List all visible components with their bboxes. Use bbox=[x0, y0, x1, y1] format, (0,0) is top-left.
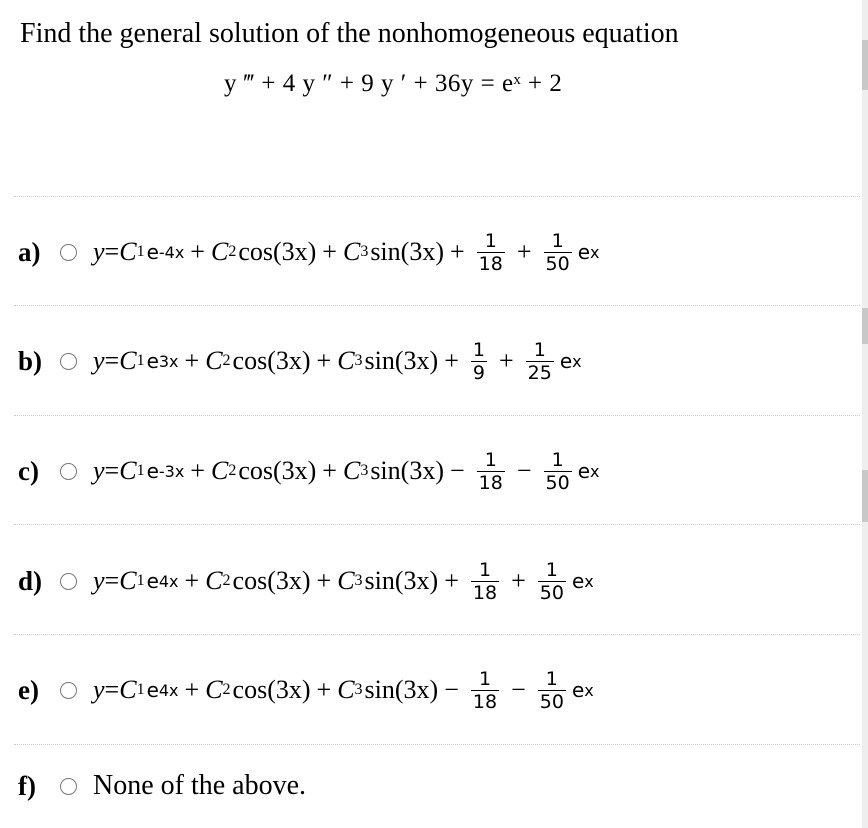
radio-button[interactable] bbox=[60, 463, 77, 480]
question-prompt: Find the general solution of the nonhomogeneous equation bbox=[20, 18, 679, 49]
fraction-denominator: 18 bbox=[472, 581, 498, 604]
math-sub: 3 bbox=[360, 243, 369, 260]
math-sign: + bbox=[449, 237, 465, 266]
fraction-denominator: 18 bbox=[478, 471, 503, 494]
math-exp: -3x bbox=[158, 461, 185, 481]
option-d[interactable] bbox=[18, 551, 594, 611]
math-e: e bbox=[571, 569, 585, 593]
math-exp: x bbox=[584, 680, 594, 700]
math-y: y bbox=[93, 566, 105, 595]
option-letter: e) bbox=[18, 674, 39, 705]
fraction-denominator: 50 bbox=[545, 471, 570, 494]
math-c: C bbox=[205, 346, 223, 375]
math-cos: cos(3x) bbox=[232, 566, 311, 595]
math-eq: = bbox=[104, 566, 120, 595]
math-plus: + bbox=[316, 675, 332, 704]
math-sub: 2 bbox=[222, 572, 231, 589]
scrollbar-thumb-low[interactable] bbox=[862, 470, 868, 522]
fraction-denominator: 9 bbox=[472, 361, 485, 384]
fraction-denominator: 25 bbox=[527, 361, 552, 384]
math-sub: 1 bbox=[136, 572, 145, 589]
math-sub: 1 bbox=[136, 243, 145, 260]
math-sign: − bbox=[516, 456, 532, 485]
math-y: y bbox=[93, 237, 105, 266]
math-sign: − bbox=[449, 456, 465, 485]
math-eq: = bbox=[104, 675, 120, 704]
fraction-numerator: 1 bbox=[484, 448, 497, 471]
fraction-denominator: 50 bbox=[539, 690, 564, 713]
math-sin: sin(3x) bbox=[370, 456, 444, 485]
math-plus: + bbox=[316, 566, 332, 595]
fraction bbox=[477, 449, 505, 494]
math-e: e bbox=[146, 459, 159, 483]
math-c: C bbox=[205, 675, 223, 704]
math-exp: 4x bbox=[158, 680, 179, 700]
divider bbox=[14, 744, 860, 745]
fraction-denominator: 50 bbox=[545, 252, 570, 275]
math-cos: cos(3x) bbox=[232, 346, 311, 375]
math-sub: 2 bbox=[228, 243, 237, 260]
fraction-numerator: 1 bbox=[478, 667, 492, 690]
math-eq: = bbox=[104, 237, 120, 266]
math-c: C bbox=[119, 456, 137, 485]
fraction-denominator: 50 bbox=[539, 581, 564, 604]
math-exp: x bbox=[584, 571, 594, 591]
option-formula bbox=[93, 449, 599, 494]
fraction bbox=[538, 668, 566, 713]
math-exp: 4x bbox=[158, 571, 179, 591]
math-sub: 1 bbox=[136, 681, 145, 698]
option-e[interactable] bbox=[18, 660, 594, 720]
math-exp: x bbox=[572, 351, 582, 371]
math-sign: − bbox=[511, 675, 526, 704]
fraction bbox=[477, 230, 505, 275]
option-formula bbox=[93, 668, 594, 713]
math-sign: − bbox=[444, 675, 459, 704]
radio-button[interactable] bbox=[60, 573, 77, 590]
option-b[interactable] bbox=[18, 331, 582, 391]
math-plus: + bbox=[184, 675, 200, 704]
math-c: C bbox=[342, 237, 361, 266]
fraction-numerator: 1 bbox=[551, 229, 564, 252]
math-plus: + bbox=[190, 237, 205, 266]
option-letter: f) bbox=[18, 770, 36, 801]
math-plus: + bbox=[322, 456, 337, 485]
math-c: C bbox=[119, 675, 137, 704]
question-equation: y ‴ + 4 y ″ + 9 y ′ + 36y = eˣ + 2 bbox=[224, 70, 563, 97]
fraction-numerator: 1 bbox=[484, 229, 497, 252]
fraction-numerator: 1 bbox=[533, 338, 546, 361]
fraction-numerator: 1 bbox=[551, 448, 564, 471]
divider bbox=[14, 415, 860, 416]
math-exp: 3x bbox=[158, 351, 179, 371]
radio-button[interactable] bbox=[60, 778, 77, 795]
divider bbox=[14, 524, 860, 525]
math-sin: sin(3x) bbox=[364, 675, 439, 704]
option-letter: c) bbox=[18, 455, 39, 486]
math-c: C bbox=[337, 675, 355, 704]
option-c[interactable] bbox=[18, 441, 599, 501]
fraction-numerator: 1 bbox=[545, 667, 558, 690]
math-y: y bbox=[93, 456, 105, 485]
fraction bbox=[544, 230, 572, 275]
option-formula bbox=[93, 230, 599, 275]
math-sin: sin(3x) bbox=[370, 237, 444, 266]
divider bbox=[14, 634, 860, 635]
math-e: e bbox=[146, 240, 159, 264]
math-eq: = bbox=[104, 346, 120, 375]
math-y: y bbox=[93, 346, 105, 375]
math-c: C bbox=[205, 566, 223, 595]
fraction-denominator: 18 bbox=[478, 252, 503, 275]
radio-button[interactable] bbox=[60, 682, 77, 699]
math-e: e bbox=[571, 678, 585, 702]
math-cos: cos(3x) bbox=[238, 456, 317, 485]
math-e: e bbox=[559, 349, 573, 373]
math-plus: + bbox=[184, 346, 200, 375]
math-c: C bbox=[210, 237, 229, 266]
option-f[interactable] bbox=[18, 756, 306, 816]
math-sub: 2 bbox=[222, 352, 231, 369]
divider bbox=[14, 196, 860, 197]
math-sign: + bbox=[511, 566, 526, 595]
option-letter: a) bbox=[18, 236, 41, 267]
math-e: e bbox=[146, 678, 159, 702]
math-sub: 1 bbox=[136, 352, 145, 369]
math-c: C bbox=[119, 237, 137, 266]
fraction bbox=[471, 668, 499, 713]
scrollbar-thumb-mid[interactable] bbox=[862, 308, 868, 344]
fraction bbox=[471, 559, 499, 604]
math-c: C bbox=[337, 566, 355, 595]
option-text: None of the above. bbox=[93, 770, 307, 801]
option-a[interactable] bbox=[18, 222, 599, 282]
option-letter: d) bbox=[18, 565, 43, 596]
fraction bbox=[471, 339, 487, 384]
math-c: C bbox=[337, 346, 355, 375]
radio-button[interactable] bbox=[60, 244, 77, 261]
math-plus: + bbox=[190, 456, 205, 485]
math-cos: cos(3x) bbox=[232, 675, 311, 704]
math-exp: x bbox=[590, 242, 600, 262]
math-cos: cos(3x) bbox=[238, 237, 317, 266]
math-plus: + bbox=[322, 237, 337, 266]
math-e: e bbox=[146, 349, 159, 373]
math-sign: + bbox=[444, 346, 459, 375]
math-sub: 2 bbox=[222, 681, 231, 698]
math-sin: sin(3x) bbox=[364, 566, 439, 595]
math-c: C bbox=[342, 456, 361, 485]
option-letter: b) bbox=[18, 345, 43, 376]
math-sub: 3 bbox=[354, 572, 363, 589]
divider bbox=[14, 305, 860, 306]
math-eq: = bbox=[104, 456, 120, 485]
option-formula bbox=[93, 339, 582, 384]
math-sign: + bbox=[498, 346, 514, 375]
math-sub: 2 bbox=[228, 462, 237, 479]
math-sign: + bbox=[444, 566, 459, 595]
option-formula bbox=[93, 559, 594, 604]
math-c: C bbox=[210, 456, 229, 485]
radio-button[interactable] bbox=[60, 353, 77, 370]
math-plus: + bbox=[316, 346, 332, 375]
math-e: e bbox=[577, 240, 591, 264]
math-sub: 1 bbox=[136, 462, 145, 479]
math-sign: + bbox=[516, 237, 532, 266]
math-exp: x bbox=[590, 461, 600, 481]
fraction-numerator: 1 bbox=[478, 558, 492, 581]
math-plus: + bbox=[184, 566, 200, 595]
math-e: e bbox=[577, 459, 591, 483]
math-c: C bbox=[119, 566, 137, 595]
fraction bbox=[526, 339, 554, 384]
math-sub: 3 bbox=[354, 681, 363, 698]
fraction-numerator: 1 bbox=[545, 558, 558, 581]
fraction bbox=[544, 449, 572, 494]
math-exp: -4x bbox=[158, 242, 185, 262]
math-sub: 3 bbox=[354, 352, 363, 369]
fraction-denominator: 18 bbox=[472, 690, 498, 713]
scrollbar-thumb-top[interactable] bbox=[862, 40, 868, 90]
fraction-numerator: 1 bbox=[472, 338, 485, 361]
fraction bbox=[538, 559, 566, 604]
math-e: e bbox=[146, 569, 159, 593]
math-c: C bbox=[119, 346, 137, 375]
scrollbar[interactable] bbox=[862, 0, 868, 828]
math-y: y bbox=[93, 675, 105, 704]
math-sin: sin(3x) bbox=[364, 346, 439, 375]
math-sub: 3 bbox=[360, 462, 369, 479]
